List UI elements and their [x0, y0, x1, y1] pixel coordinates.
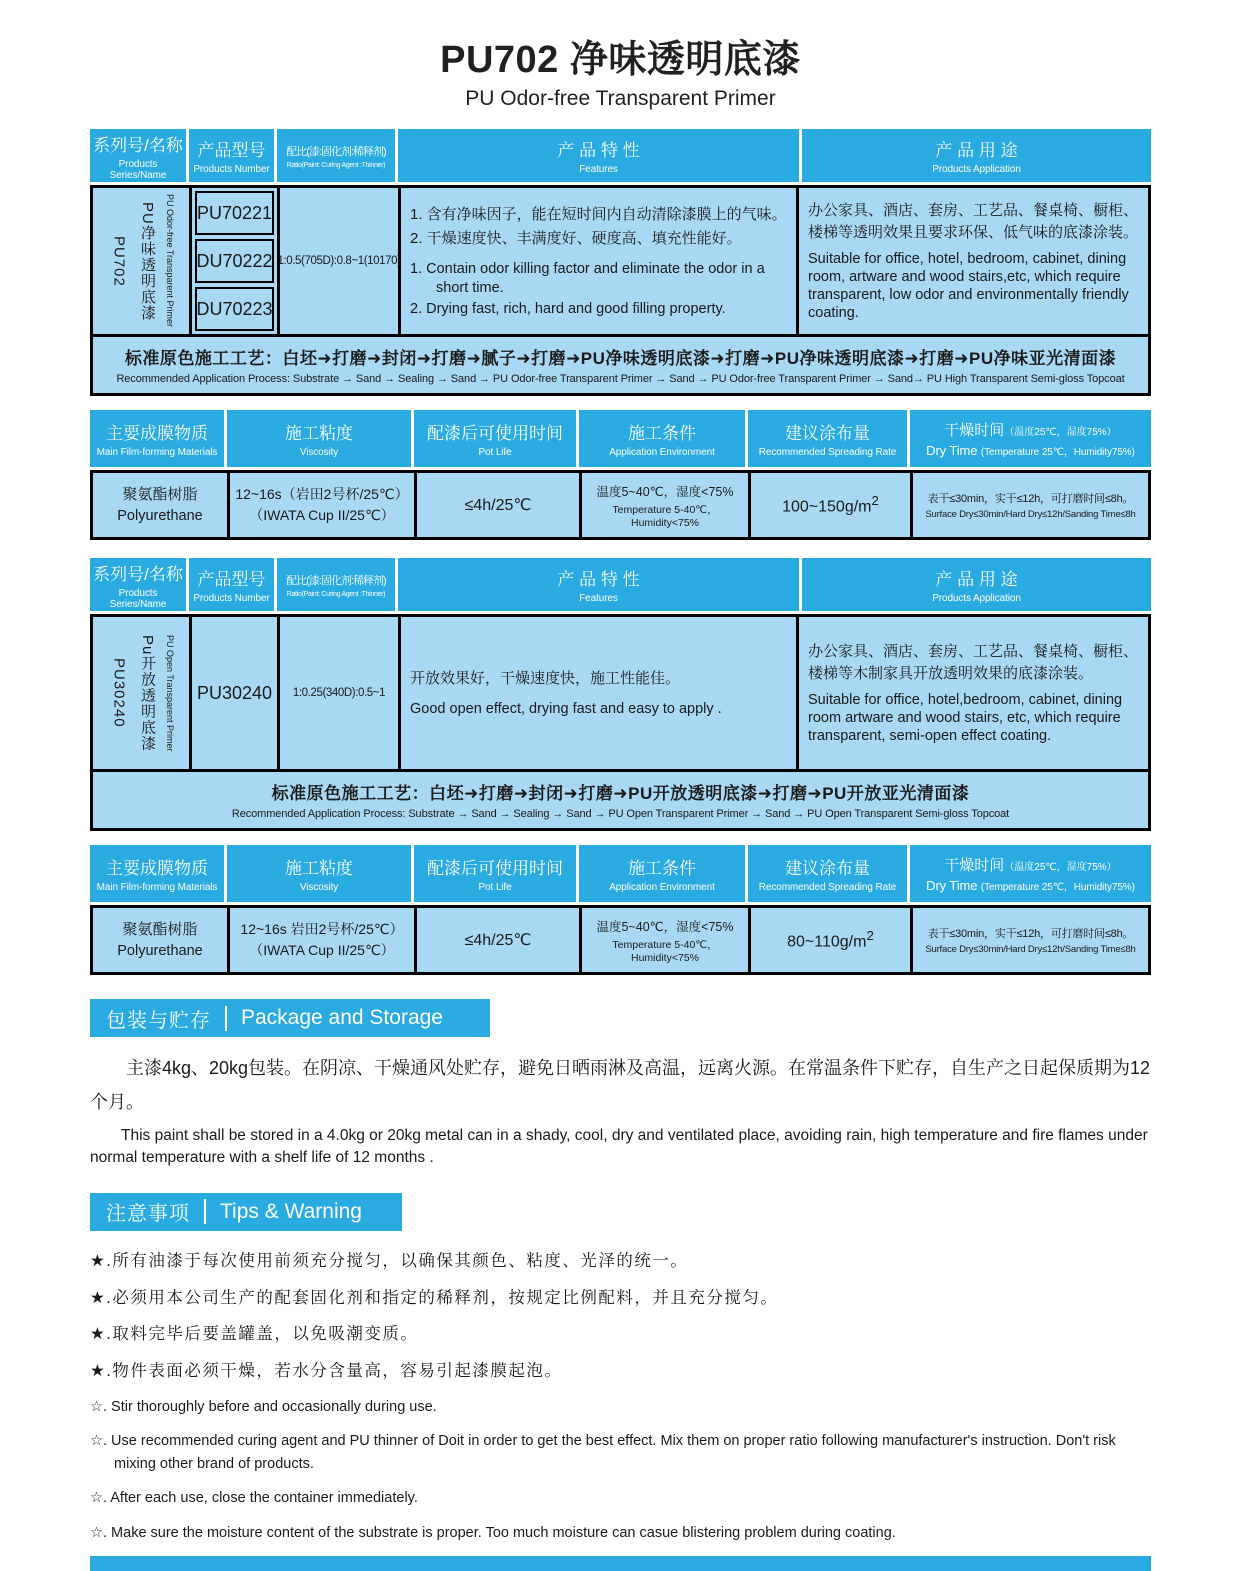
- process-zh: 标准原色施工工艺：白坯➜打磨➜封闭➜打磨➜腻子➜打磨➜PU净味透明底漆➜打磨➜PU净味透明底漆➜打磨➜PU净味亚光清面漆: [124, 349, 1117, 368]
- col-header-application-en: Products Application: [932, 593, 1021, 604]
- col-header-ratio: [277, 129, 395, 182]
- viscosity-line2: （IWATA Cup II/25℃）: [249, 507, 395, 523]
- tip-item: ☆. Make sure the moisture content of the substrate is proper. Too much moisture can casue blistering problem during coating.: [90, 1524, 896, 1541]
- col-header-drytime: [910, 845, 1151, 902]
- spec-table-pu30240: [90, 831, 1151, 975]
- col-header-environment: [579, 410, 745, 467]
- features-cell: [401, 188, 796, 334]
- material-en: Polyurethane: [117, 943, 203, 960]
- series-name-en: PU Odor-free Transparent Primer: [165, 194, 176, 328]
- drytime-en-sub: (Temperature 25℃，Humidity75%): [980, 882, 1135, 893]
- col-header-drytime: [910, 410, 1151, 467]
- col-header-material-en: Main Film-forming Materials: [96, 882, 218, 893]
- feature-line: 1. Contain odor killing factor and eliminate the odor in a short time.: [410, 260, 765, 296]
- feature-line: 2. Drying fast, rich, hard and good filling property.: [410, 300, 726, 317]
- tip-item: ★.取料完毕后要盖罐盖，以免吸潮变质。: [90, 1325, 419, 1344]
- col-header-features: [398, 129, 799, 182]
- col-header-number-zh: 产品型号: [197, 570, 266, 589]
- rate-text: 100~150g/m: [782, 498, 872, 516]
- col-header-potlife-en: Pot Life: [478, 882, 512, 893]
- col-header-environment: [579, 845, 745, 902]
- tips-list: [90, 1249, 1151, 1544]
- col-header-material: [90, 845, 224, 902]
- col-header-material: [90, 410, 224, 467]
- series-vertical-text: [104, 191, 178, 331]
- drytime-en-sub: (Temperature 25℃，Humidity75%): [980, 447, 1135, 458]
- series-vertical-text: [104, 620, 178, 766]
- col-header-ratio: [277, 558, 395, 611]
- col-header-spreading-rate-zh: 建议涂布量: [785, 859, 870, 878]
- tip-item: ☆. After each use, close the container immediately.: [90, 1490, 418, 1507]
- col-header-features-en: Features: [579, 593, 618, 604]
- col-header-application: [802, 558, 1151, 611]
- storage-header-zh: 包装与贮存: [106, 1009, 211, 1032]
- col-header-application-zh: 产 品 用 途: [935, 570, 1018, 589]
- series-name-en: PU Open Transparent Primer: [165, 634, 176, 752]
- col-header-potlife: [414, 845, 576, 902]
- col-header-number-en: Products Number: [193, 164, 270, 175]
- drytime-en-main: Dry Time: [926, 878, 981, 893]
- storage-section: [90, 975, 1151, 1169]
- material-zh: 聚氨酯树脂: [122, 920, 198, 938]
- storage-paragraph-zh: 主漆4kg、20kg包装。在阴凉、干燥通风处贮存，避免日晒雨淋及高温，远离火源。在常温条件下贮存，自生产之日起保质期为12个月。: [90, 1058, 1151, 1113]
- tip-item: ★.必须用本公司生产的配套固化剂和指定的稀释剂，按规定比例配料，并且充分搅匀。: [90, 1288, 779, 1307]
- spec-table-pu702: [90, 396, 1151, 540]
- series-name-cell: [93, 188, 189, 334]
- col-header-series-zh: 系列号/名称: [93, 564, 183, 584]
- features-cell: [401, 617, 796, 769]
- application-process-row: [90, 337, 1151, 396]
- col-header-application-zh: 产 品 用 途: [935, 141, 1018, 160]
- product-table-body: [90, 185, 1151, 337]
- ratio-cell: 1:0.25(340D):0.5~1: [280, 617, 398, 769]
- col-header-drytime-en: [926, 443, 1135, 458]
- col-header-number: [189, 129, 274, 182]
- header-divider: [225, 1006, 227, 1031]
- storage-section-header: [90, 999, 490, 1037]
- product-number: DU70222: [195, 239, 274, 283]
- col-header-spreading-rate-en: Recommended Spreading Rate: [758, 447, 897, 458]
- drytime-zh-main: 干燥时间: [944, 857, 1005, 874]
- series-code: PU30240: [110, 658, 128, 728]
- col-header-material-zh: 主要成膜物质: [106, 859, 208, 878]
- col-header-spreading-rate: [748, 410, 907, 467]
- application-cell: [799, 617, 1148, 769]
- material-cell: [93, 908, 227, 972]
- process-zh: 标准原色施工工艺：白坯➜打磨➜封闭➜打磨➜PU开放透明底漆➜打磨➜PU开放亚光清面漆: [271, 784, 970, 803]
- product-table-pu30240: [90, 540, 1151, 831]
- col-header-ratio-en: Ratio(Paint: Curing Agent :Thinner): [286, 590, 386, 598]
- col-header-viscosity-en: Viscosity: [299, 447, 339, 458]
- feature-line: Good open effect, drying fast and easy to apply .: [410, 701, 722, 718]
- page-title: PU702 净味透明底漆: [440, 39, 801, 81]
- application-process-row: [90, 772, 1151, 831]
- storage-paragraph-en: This paint shall be stored in a 4.0kg or 20kg metal can in a shady, cool, dry and ventilated place, avoiding rain, high temperature and fire flames under normal temperature with a shelf life of 12 months .: [90, 1127, 1148, 1167]
- application-cell: [799, 188, 1148, 334]
- col-header-features-zh: 产 品 特 性: [557, 141, 640, 160]
- rate-text: 80~110g/m: [787, 933, 867, 951]
- col-header-viscosity-en: Viscosity: [299, 882, 339, 893]
- col-header-ratio-zh: 配比(漆:固化剂:稀释剂): [286, 145, 386, 158]
- col-header-material-zh: 主要成膜物质: [106, 424, 208, 443]
- process-en: Recommended Application Process: Substrate → Sand → Sealing → Sand → PU Open Transparent Primer → Sand → PU Open Transparent Semi-gloss Topcoat: [231, 808, 1010, 820]
- col-header-potlife-zh: 配漆后可使用时间: [427, 424, 563, 443]
- environment-cell: [582, 908, 748, 972]
- spec-table-body: [90, 905, 1151, 975]
- viscosity-line1: 12~16s 岩田2号杯/25℃）: [240, 921, 404, 937]
- product-numbers-cell: [192, 188, 277, 334]
- col-header-spreading-rate-zh: 建议涂布量: [785, 424, 870, 443]
- environment-zh: 温度5~40℃，湿度<75%: [596, 919, 734, 934]
- col-header-potlife-zh: 配漆后可使用时间: [427, 859, 563, 878]
- col-header-viscosity-zh: 施工粘度: [285, 424, 353, 443]
- product-number: DU70223: [195, 287, 274, 331]
- tips-header-en: Tips & Warning: [220, 1199, 362, 1223]
- drytime-zh: 表干≤30min，实干≤12h，可打磨时间≤8h。: [927, 928, 1134, 941]
- application-en: Suitable for office, hotel,bedroom, cabinet, dining room artware and wood stairs, etc, which require transparent, semi-open effect coating.: [808, 691, 1123, 745]
- spec-table-header: [90, 410, 1151, 467]
- drytime-cell: [913, 473, 1148, 537]
- col-header-material-en: Main Film-forming Materials: [96, 447, 218, 458]
- spreading-rate-value: [787, 928, 874, 951]
- col-header-environment-zh: 施工条件: [628, 859, 696, 878]
- drytime-en-main: Dry Time: [926, 443, 981, 458]
- drytime-zh: 表干≤30min，实干≤12h，可打磨时间≤8h。: [927, 493, 1134, 506]
- material-en: Polyurethane: [117, 508, 203, 525]
- environment-cell: [582, 473, 748, 537]
- tips-section-header: [90, 1193, 402, 1231]
- col-header-series: [90, 558, 186, 611]
- col-header-features: [398, 558, 799, 611]
- col-header-environment-en: Application Environment: [609, 882, 715, 893]
- tip-item: ★.物件表面必须干燥，若水分含量高，容易引起漆膜起泡。: [90, 1362, 563, 1380]
- environment-en: Temperature 5-40℃，Humidity<75%: [612, 938, 718, 964]
- col-header-number-zh: 产品型号: [197, 141, 266, 160]
- col-header-viscosity: [227, 410, 411, 467]
- col-header-environment-zh: 施工条件: [628, 424, 696, 443]
- spec-table-body: [90, 470, 1151, 540]
- col-header-viscosity-zh: 施工粘度: [285, 859, 353, 878]
- tip-item: ☆. Stir thoroughly before and occasionally during use.: [90, 1398, 437, 1415]
- col-header-spreading-rate: [748, 845, 907, 902]
- viscosity-line2: （IWATA Cup II/25℃）: [249, 942, 395, 958]
- col-header-drytime-zh: [944, 854, 1116, 875]
- application-en: Suitable for office, hotel, bedroom, cabinet, dining room, artware and wood stairs,etc, which require transparent, low odor and environmentally friendly coating.: [808, 250, 1129, 322]
- col-header-features-en: Features: [579, 164, 618, 175]
- col-header-application-en: Products Application: [932, 164, 1021, 175]
- col-header-number: [189, 558, 274, 611]
- product-table-body: [90, 614, 1151, 772]
- col-header-series-en: Products Series/Name: [109, 158, 167, 181]
- product-table-header: [90, 558, 1151, 611]
- drytime-cell: [913, 908, 1148, 972]
- material-cell: [93, 473, 227, 537]
- title-block: [90, 28, 1151, 111]
- tips-section: [90, 1169, 1151, 1556]
- viscosity-cell: [230, 473, 414, 537]
- product-number: PU70221: [195, 191, 274, 235]
- col-header-series-en: Products Series/Name: [109, 587, 167, 610]
- col-header-potlife-en: Pot Life: [478, 447, 512, 458]
- viscosity-cell: [230, 908, 414, 972]
- feature-line: 2. 干燥速度快、丰满度好、硬度高、填充性能好。: [410, 229, 742, 247]
- application-zh: 办公家具、酒店、套房、工艺品、餐桌椅、橱柜、楼梯等木制家具开放透明效果的底漆涂装。: [808, 642, 1139, 683]
- tips-header-zh: 注意事项: [106, 1203, 190, 1226]
- drytime-zh-sub: （温度25℃，湿度75%）: [1004, 862, 1117, 873]
- ratio-cell: 1:0.5(705D):0.8~1(10170): [280, 188, 398, 334]
- drytime-zh-main: 干燥时间: [944, 422, 1005, 439]
- col-header-ratio-en: Ratio(Paint: Curing Agent :Thinner): [286, 161, 386, 169]
- process-en: Recommended Application Process: Substrate → Sand → Sealing → Sand → PU Odor-free Transparent Primer → Sand → PU Odor-free Transparent Primer → Sand→ PU High Transparent Semi-gloss Topcoat: [116, 373, 1125, 385]
- col-header-series: [90, 129, 186, 182]
- product-table-header: [90, 129, 1151, 182]
- potlife-cell: ≤4h/25℃: [417, 473, 579, 537]
- series-name-zh: Pu开放透明底漆: [138, 634, 156, 752]
- page-subtitle: PU Odor-free Transparent Primer: [465, 87, 776, 110]
- col-header-features-zh: 产 品 特 性: [557, 570, 640, 589]
- col-header-number-en: Products Number: [193, 593, 270, 604]
- footer-bar: [90, 1556, 1151, 1571]
- spreading-rate-cell: [751, 908, 910, 972]
- drytime-en: Surface Dry≤30min/Hard Dry≤12h/Sanding Time≤8h: [925, 508, 1136, 520]
- spec-table-header: [90, 845, 1151, 902]
- col-header-ratio-zh: 配比(漆:固化剂:稀释剂): [286, 574, 386, 587]
- col-header-potlife: [414, 410, 576, 467]
- col-header-series-zh: 系列号/名称: [93, 135, 183, 155]
- application-zh: 办公家具、酒店、套房、工艺品、餐桌椅、橱柜、楼梯等透明效果且要求环保、低气味的底漆涂装。: [808, 201, 1139, 242]
- tip-item: ☆. Use recommended curing agent and PU thinner of Doit in order to get the best effect. Mix them on proper ratio following manufacturer's instruction. Don't risk mixing other brand of products.: [90, 1433, 1116, 1472]
- col-header-spreading-rate-en: Recommended Spreading Rate: [758, 882, 897, 893]
- col-header-drytime-en: [926, 878, 1135, 893]
- col-header-viscosity: [227, 845, 411, 902]
- series-name-zh: PU净味透明底漆: [138, 201, 156, 321]
- rate-superscript: 2: [866, 928, 874, 944]
- potlife-cell: ≤4h/25℃: [417, 908, 579, 972]
- col-header-application: [802, 129, 1151, 182]
- material-zh: 聚氨酯树脂: [122, 485, 198, 503]
- drytime-en: Surface Dry≤30min/Hard Dry≤12h/Sanding Time≤8h: [925, 943, 1136, 955]
- col-header-environment-en: Application Environment: [609, 447, 715, 458]
- col-header-drytime-zh: [944, 419, 1116, 440]
- spreading-rate-cell: [751, 473, 910, 537]
- viscosity-line1: 12~16s（岩田2号杯/25℃）: [235, 486, 409, 502]
- series-name-cell: [93, 617, 189, 769]
- spreading-rate-value: [782, 493, 879, 516]
- series-code: PU702: [110, 235, 128, 287]
- product-table-pu702: [90, 111, 1151, 396]
- product-number: PU30240: [192, 617, 277, 769]
- rate-superscript: 2: [871, 493, 879, 509]
- environment-en: Temperature 5-40℃，Humidity<75%: [612, 503, 718, 529]
- drytime-zh-sub: （温度25℃，湿度75%）: [1004, 427, 1117, 438]
- feature-line: 开放效果好，干燥速度快，施工性能佳。: [410, 669, 681, 687]
- tip-item: ★.所有油漆于每次使用前须充分搅匀，以确保其颜色、粘度、光泽的统一。: [90, 1251, 689, 1270]
- environment-zh: 温度5~40℃，湿度<75%: [596, 484, 734, 499]
- storage-header-en: Package and Storage: [241, 1006, 443, 1029]
- header-divider: [204, 1199, 206, 1224]
- feature-line: 1. 含有净味因子，能在短时间内自动清除漆膜上的气味。: [410, 206, 787, 224]
